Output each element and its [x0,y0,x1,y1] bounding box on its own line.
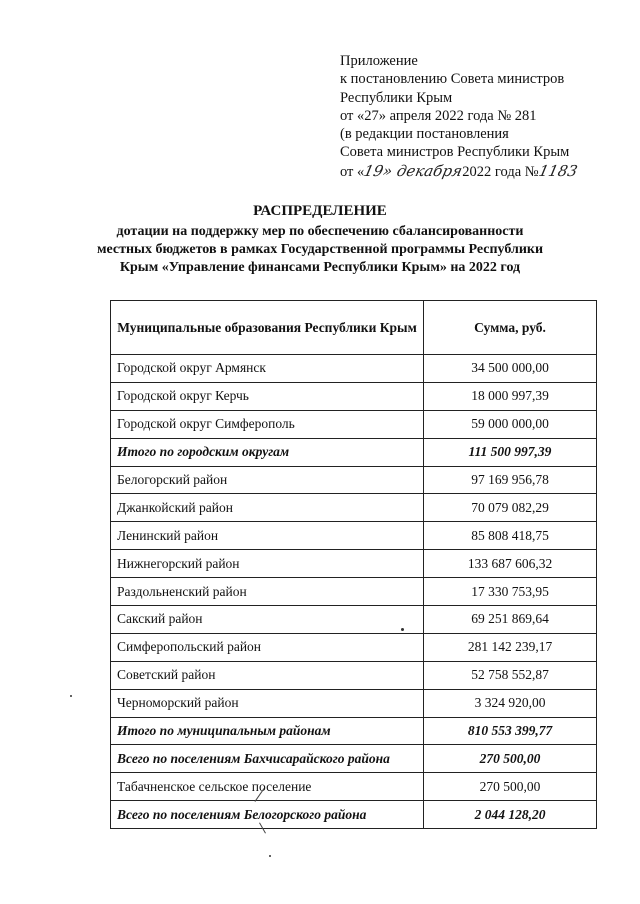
sum-cell: 17 330 753,95 [424,578,597,606]
table-row [111,550,597,578]
appendix-line: Республики Крым [340,89,453,106]
appendix-line: Совета министров Республики Крым [340,144,570,161]
table-row [111,355,597,383]
title-main: РАСПРЕДЕЛЕНИЕ [253,203,387,219]
sum-cell: 111 500 997,39 [424,438,597,466]
distribution-table-wrapper [110,300,597,829]
appendix-last-prefix: от « [340,163,365,180]
table-body [111,355,597,829]
handwritten-date: 19» декабря [362,161,465,180]
table-row [111,773,597,801]
scan-speck [269,855,271,857]
table-row [111,633,597,661]
handwritten-number: 1183 [536,161,579,180]
header-municipality: Муниципальные образования Республики Крым [111,301,424,355]
table-header-row [111,301,597,355]
sum-cell: 3 324 920,00 [424,689,597,717]
title-subtitle-line: Крым «Управление финансами Республики Крым» на 2022 год [119,260,521,275]
sum-cell: 270 500,00 [424,773,597,801]
sum-cell: 2 044 128,20 [424,801,597,829]
table-row [111,801,597,829]
municipality-cell: Раздольненский район [111,578,424,606]
table-row [111,745,597,773]
municipality-cell: Сакский район [111,606,424,634]
table-row [111,494,597,522]
sum-cell: 59 000 000,00 [424,410,597,438]
sum-cell: 18 000 997,39 [424,382,597,410]
table-row [111,689,597,717]
municipality-cell: Симферопольский район [111,633,424,661]
sum-cell: 270 500,00 [424,745,597,773]
table-row [111,466,597,494]
title-subtitle-line: местных бюджетов в рамках Государственной программы Республики [96,242,544,257]
sum-cell: 69 251 869,64 [424,606,597,634]
municipality-cell: Всего по поселениям Белогорского района [111,801,424,829]
appendix-last-middle: 2022 года № [462,163,539,180]
municipality-cell: Городской округ Керчь [111,382,424,410]
municipality-cell: Белогорский район [111,466,424,494]
sum-cell: 85 808 418,75 [424,522,597,550]
municipality-cell: Городской округ Симферополь [111,410,424,438]
sum-cell: 34 500 000,00 [424,355,597,383]
table-row [111,382,597,410]
municipality-cell: Нижнегорский район [111,550,424,578]
municipality-cell: Городской округ Армянск [111,355,424,383]
distribution-table [110,300,597,829]
table-row [111,438,597,466]
scan-speck [401,628,404,631]
sum-cell: 70 079 082,29 [424,494,597,522]
table-row [111,410,597,438]
sum-cell: 97 169 956,78 [424,466,597,494]
sum-cell: 281 142 239,17 [424,633,597,661]
sum-cell: 133 687 606,32 [424,550,597,578]
municipality-cell: Черноморский район [111,689,424,717]
appendix-line: (в редакции постановления [340,126,509,143]
table-row [111,522,597,550]
municipality-cell: Табачненское сельское поселение [111,773,424,801]
table-row [111,578,597,606]
municipality-cell: Советский район [111,661,424,689]
title-subtitle-line: дотации на поддержку мер по обеспечению сбалансированности [116,224,524,239]
appendix-line: от «27» апреля 2022 года № 281 [340,107,537,124]
municipality-cell: Всего по поселениям Бахчисарайского района [111,745,424,773]
document-title [0,203,640,277]
municipality-cell: Итого по муниципальным районам [111,717,424,745]
sum-cell: 52 758 552,87 [424,661,597,689]
scan-speck [70,695,72,697]
table-row [111,606,597,634]
municipality-cell: Итого по городским округам [111,438,424,466]
appendix-line: к постановлению Совета министров [340,71,565,88]
sum-cell: 810 553 399,77 [424,717,597,745]
municipality-cell: Джанкойский район [111,494,424,522]
table-row [111,661,597,689]
appendix-last-line [340,162,577,181]
appendix-line: Приложение [340,53,418,69]
municipality-cell: Ленинский район [111,522,424,550]
table-row [111,717,597,745]
header-sum: Сумма, руб. [424,301,597,355]
appendix-block [340,52,577,181]
